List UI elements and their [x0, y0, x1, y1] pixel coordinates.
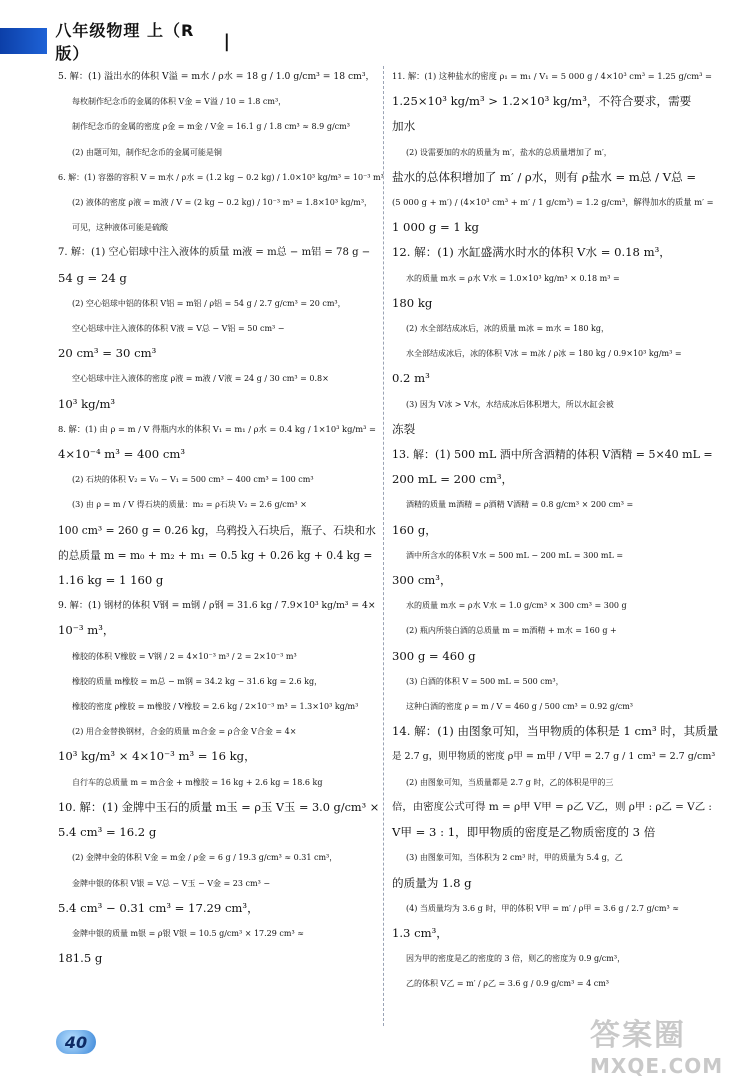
answer-line: 倍，由密度公式可得 m = ρ甲 V甲 = ρ乙 V乙，则 ρ甲 : ρ乙 = V乙 :	[392, 800, 712, 813]
answer-line: 空心铝球中注入液体的体积 V液 = V总 − V铝 = 50 cm³ −	[72, 324, 285, 334]
answer-line: (2) 水全部结成冰后，冰的质量 m冰 = m水 = 180 kg，	[406, 324, 609, 334]
answer-line: (3) 由图象可知，当体积为 2 cm³ 时，甲的质量为 5.4 g，乙	[406, 853, 623, 863]
answer-line: 1 000 g = 1 kg	[392, 220, 479, 235]
answer-line: (2) 由图象可知，当质量都是 2.7 g 时，乙的体积是甲的三	[406, 777, 614, 787]
answer-line: 181.5 g	[58, 951, 103, 966]
answer-line: 橡胶的体积 V橡胶 = V钢 / 2 = 4×10⁻³ m³ / 2 = 2×10⁻³ m³	[72, 651, 297, 661]
answer-line: 10³ kg/m³	[58, 396, 116, 411]
answer-line: 的总质量 m = m₀ + m₂ + m₁ = 0.5 kg + 0.26 kg + 0.4 kg =	[58, 548, 373, 562]
page-number-badge	[56, 1030, 96, 1054]
answer-line: 冻裂	[392, 421, 416, 436]
answer-line: 是 2.7 g，则甲物质的密度 ρ甲 = m甲 / V甲 = 2.7 g / 1 cm³ = 2.7 g/cm³	[392, 751, 716, 763]
answer-line: 8. 解：(1) 由 ρ = m / V 得瓶内水的体积 V₁ = m₁ / ρ水 = 0.4 kg / 1×10³ kg/m³ =	[58, 423, 376, 434]
header-separator: |	[223, 30, 230, 52]
answer-line: 乙的体积 V乙 = m′ / ρ乙 = 3.6 g / 0.9 g/cm³ = 4 cm³	[406, 979, 610, 989]
answer-line: 10. 解：(1) 金牌中玉石的质量 m玉 = ρ玉 V玉 = 3.0 g/cm³ ×	[58, 800, 380, 814]
answer-line: (2) 瓶内所装白酒的总质量 m = m酒精 + m水 = 160 g +	[406, 626, 617, 636]
answer-line: 5. 解：(1) 溢出水的体积 V溢 = m水 / ρ水 = 18 g / 1.0 g/cm³ = 18 cm³，	[58, 71, 375, 82]
answer-line: 空心铝球中注入液体的密度 ρ液 = m液 / V液 = 24 g / 30 cm³ = 0.8×	[72, 374, 329, 384]
answer-line: 7. 解：(1) 空心铝球中注入液体的质量 m液 = m总 − m铝 = 78 g −	[58, 247, 371, 259]
answer-line: 1.3 cm³，	[392, 925, 448, 940]
answer-line: 5.4 cm³ − 0.31 cm³ = 17.29 cm³，	[58, 900, 259, 915]
answer-line: (3) 白酒的体积 V = 500 mL = 500 cm³，	[406, 676, 564, 686]
watermark-top-text: 答案圈	[590, 1018, 686, 1053]
header-color-bar	[0, 28, 47, 54]
page-number: 40	[64, 1032, 88, 1052]
answer-line: (4) 当质量均为 3.6 g 时，甲的体积 V甲 = m′ / ρ甲 = 3.6 g / 2.7 g/cm³ ≈	[406, 903, 679, 913]
answer-line: 水全部结成冰后，冰的体积 V冰 = m冰 / ρ冰 = 180 kg / 0.9×10³ kg/m³ =	[406, 349, 682, 359]
answer-line: 6. 解：(1) 容器的容积 V = m水 / ρ水 = (1.2 kg − 0.2 kg) / 1.0×10³ kg/m³ = 10⁻³ m³	[58, 172, 384, 182]
answer-line: 200 mL = 200 cm³，	[392, 472, 514, 487]
answer-line: 0.2 m³	[392, 371, 430, 386]
answer-line: 100 cm³ = 260 g = 0.26 kg，乌鸦投入石块后，瓶子、石块和水	[58, 523, 376, 537]
answer-line: 橡胶的密度 ρ橡胶 = m橡胶 / V橡胶 = 2.6 kg / 2×10⁻³ m³ = 1.3×10³ kg/m³	[72, 702, 359, 712]
answer-line: (2) 石块的体积 V₂ = V₀ − V₁ = 500 cm³ − 400 cm³ = 100 cm³	[72, 475, 314, 485]
answer-line: (2) 设需要加的水的质量为 m′，盐水的总质量增加了 m′，	[406, 147, 612, 157]
left-answer-column	[58, 64, 384, 971]
answer-line: 盐水的总体积增加了 m′ / ρ水，则有 ρ盐水 = m总 / V总 =	[392, 169, 697, 184]
answer-line: 54 g = 24 g	[58, 270, 127, 285]
answer-line: (2) 液体的密度 ρ液 = m液 / V = (2 kg − 0.2 kg) / 10⁻³ m³ = 1.8×10³ kg/m³，	[72, 198, 373, 208]
answer-line: 可见，这种液体可能是硫酸	[72, 223, 168, 233]
answer-line: (2) 用合金替换钢材，合金的质量 m合金 = ρ合金 V合金 = 4×	[72, 727, 297, 737]
answer-line: 因为甲的密度是乙的密度的 3 倍，则乙的密度为 0.9 g/cm³，	[406, 954, 626, 964]
answer-line: V甲 = 3 : 1，即甲物质的密度是乙物质密度的 3 倍	[392, 825, 656, 840]
answer-line: 13. 解：(1) 500 mL 酒中所含酒精的体积 V酒精 = 5×40 mL =	[392, 448, 713, 462]
answer-line: 12. 解：(1) 水缸盛满水时水的体积 V水 = 0.18 m³，	[392, 245, 671, 260]
answer-line: 10⁻³ m³，	[58, 623, 115, 638]
answer-line: 10³ kg/m³ × 4×10⁻³ m³ = 16 kg，	[58, 749, 256, 764]
answer-line: 金牌中银的体积 V银 = V总 − V玉 − V金 = 23 cm³ −	[72, 878, 271, 888]
answer-line: 300 cm³，	[392, 573, 452, 588]
answer-line: (2) 空心铝球中铝的体积 V铝 = m铝 / ρ铝 = 54 g / 2.7 g/cm³ = 20 cm³，	[72, 298, 346, 308]
answer-line: 14. 解：(1) 由图象可知，当甲物质的体积是 1 cm³ 时，其质量	[392, 724, 719, 739]
page-header	[0, 21, 230, 63]
answer-line: 水的质量 m水 = ρ水 V水 = 1.0×10³ kg/m³ × 0.18 m³ =	[406, 273, 620, 283]
answer-line: 加水	[392, 119, 416, 134]
answer-line: (2) 金牌中金的体积 V金 = m金 / ρ金 = 6 g / 19.3 g/cm³ ≈ 0.31 cm³，	[72, 853, 338, 863]
answer-line: 自行车的总质量 m = m合金 + m橡胶 = 16 kg + 2.6 kg = 18.6 kg	[72, 777, 323, 787]
answer-line: 这种白酒的密度 ρ = m / V = 460 g / 500 cm³ = 0.92 g/cm³	[406, 702, 634, 712]
answer-line: (3) 因为 V冰 > V水，水结成冰后体积增大，所以水缸会被	[406, 399, 614, 409]
answer-line: 橡胶的质量 m橡胶 = m总 − m钢 = 34.2 kg − 31.6 kg = 2.6 kg，	[72, 676, 323, 686]
answer-line: 160 g，	[392, 522, 437, 537]
answer-line: 水的质量 m水 = ρ水 V水 = 1.0 g/cm³ × 300 cm³ = 300 g	[406, 601, 627, 611]
answer-line: 酒中所含水的体积 V水 = 500 mL − 200 mL = 300 mL =	[406, 550, 624, 560]
answer-line: 5.4 cm³ = 16.2 g	[58, 825, 157, 840]
answer-line: 酒精的质量 m酒精 = ρ酒精 V酒精 = 0.8 g/cm³ × 200 cm³ =	[406, 500, 634, 510]
answer-line: 制作纪念币的金属的密度 ρ金 = m金 / V金 = 16.1 g / 1.8 cm³ ≈ 8.9 g/cm³	[72, 122, 350, 132]
answer-line: (2) 由题可知，制作纪念币的金属可能是铜	[72, 147, 222, 157]
answer-line: 4×10⁻⁴ m³ = 400 cm³	[58, 447, 185, 462]
answer-line: 1.16 kg = 1 160 g	[58, 573, 164, 588]
answer-line: 180 kg	[392, 295, 433, 310]
answer-line: 金牌中银的质量 m银 = ρ银 V银 = 10.5 g/cm³ × 17.29 cm³ ≈	[72, 928, 304, 938]
answer-line: 1.25×10³ kg/m³ > 1.2×10³ kg/m³，不符合要求，需要	[392, 94, 692, 109]
answer-line: 每枚制作纪念币的金属的体积 V金 = V溢 / 10 = 1.8 cm³，	[72, 97, 287, 107]
answer-line: 的质量为 1.8 g	[392, 875, 472, 890]
header-title: 八年级物理 上（R版）	[55, 21, 195, 63]
right-answer-column	[392, 64, 717, 997]
answer-line: 300 g = 460 g	[392, 648, 476, 663]
answer-line: 11. 解：(1) 这种盐水的密度 ρ₁ = m₁ / V₁ = 5 000 g / 4×10³ cm³ = 1.25 g/cm³ =	[392, 71, 713, 81]
answer-line: (5 000 g + m′) / (4×10³ cm³ + m′ / 1 g/cm³) = 1.2 g/cm³，解得加水的质量 m′ =	[392, 197, 714, 208]
column-divider	[383, 66, 384, 1026]
answer-line: 20 cm³ = 30 cm³	[58, 346, 157, 361]
watermark-logo	[590, 1010, 740, 1080]
answer-line: 9. 解：(1) 钢材的体积 V钢 = m钢 / ρ钢 = 31.6 kg / 7.9×10³ kg/m³ = 4×	[58, 600, 376, 612]
watermark-bottom-text: MXQE.COM	[590, 1054, 724, 1078]
answer-line: (3) 由 ρ = m / V 得石块的质量：m₂ = ρ石块 V₂ = 2.6 g/cm³ ×	[72, 500, 307, 510]
